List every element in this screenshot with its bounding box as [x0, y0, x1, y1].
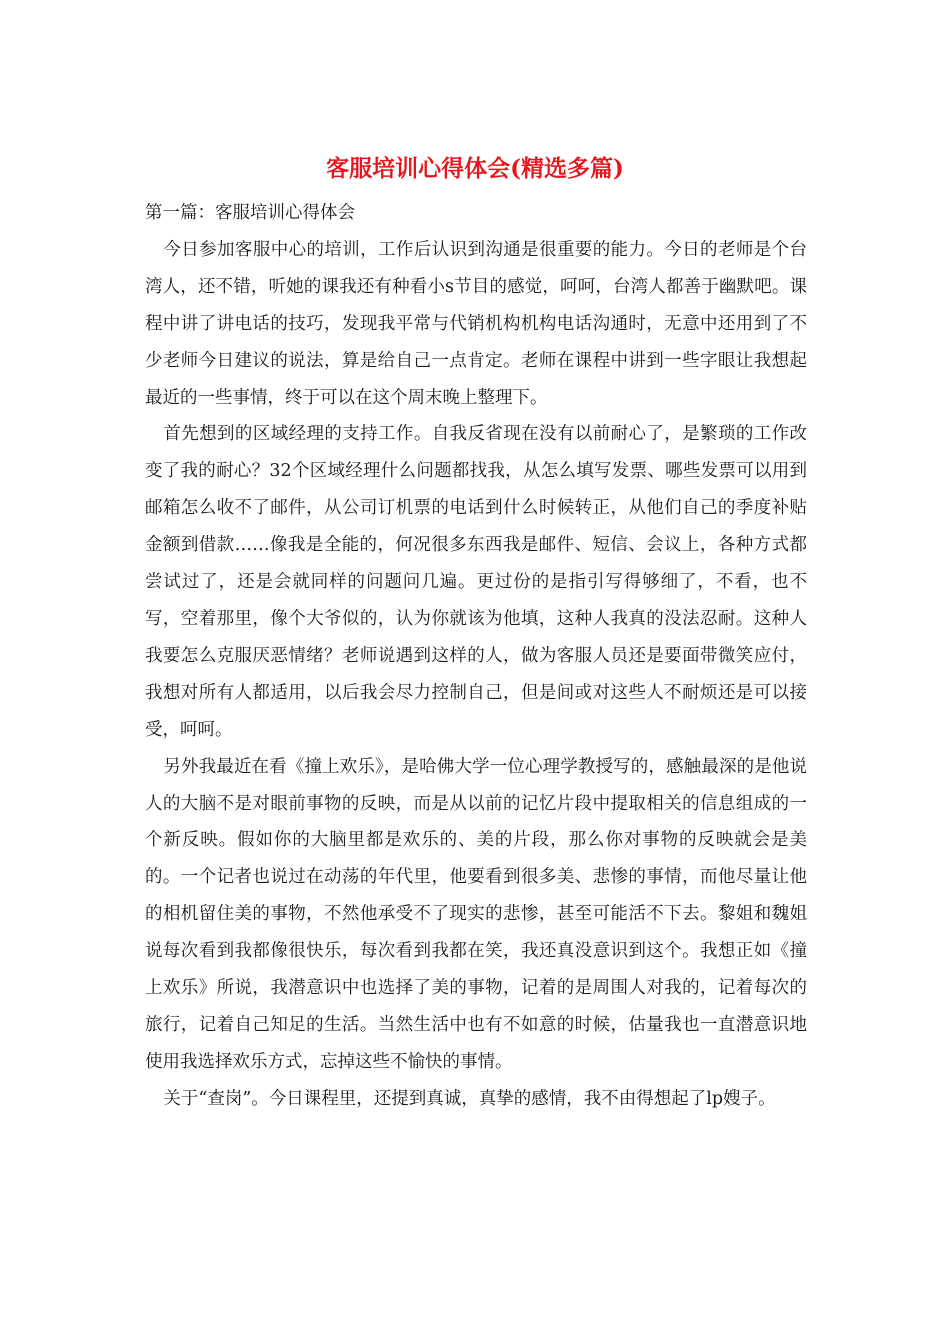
paragraph-4: 关于“查岗”。今日课程里，还提到真诚，真挚的感情，我不由得想起了lp嫂子。 [163, 1088, 776, 1109]
paragraph-1: 今日参加客服中心的培训，工作后认识到沟通是很重要的能力。今日的老师是个台湾人，还不错，听她的课我还有种看小s节目的感觉，呵呵，台湾人都善于幽默吧。课程中讲了讲电话的技巧，发现我平常与代销机构机构电话沟通时，无意中还用到了不少老师今日建议的说法，算是给自己一点肯定。老师在课程中讲到一些字眼让我想起最近的一些事情，终于可以在这个周末晚上整理下。 [145, 239, 807, 408]
section-heading: 第一篇：客服培训心得体会 [145, 203, 355, 223]
paragraph-3: 另外我最近在看《撞上欢乐》，是哈佛大学一位心理学教授写的，感触最深的是他说人的大脑不是对眼前事物的反映，而是从以前的记忆片段中提取相关的信息组成的一个新反映。假如你的大脑里都是欢乐的、美的片段，那么你对事物的反映就会是美的。一个记者也说过在动荡的年代里，他要看到很多美、悲惨的事情，而他尽量让他的相机留住美的事物，不然他承受不了现实的悲惨，甚至可能活不下去。黎姐和魏姐说每次看到我都像很快乐，每次看到我都在笑，我还真没意识到这个。我想正如《撞上欢乐》所说，我潜意识中也选择了美的事物，记着的是周围人对我的，记着每次的旅行，记着自己知足的生活。当然生活中也有不如意的时候，估量我也一直潜意识地使用我选择欢乐方式，忘掉这些不愉快的事情。 [145, 756, 807, 1072]
document-title: 客服培训心得体会(精选多篇) [326, 155, 624, 182]
document-body [145, 195, 807, 1118]
paragraph-2: 首先想到的区域经理的支持工作。自我反省现在没有以前耐心了，是繁琐的工作改变了我的耐心？32个区域经理什么问题都找我，从怎么填写发票、哪些发票可以用到邮箱怎么收不了邮件，从公司订机票的电话到什么时候转正，从他们自己的季度补贴金额到借款……像我是全能的，何况很多东西我是邮件、短信、会议上，各种方式都尝试过了，还是会就同样的问题问几遍。更过份的是指引写得够细了，不看，也不写，空着那里，像个大爷似的，认为你就该为他填，这种人我真的没法忍耐。这种人我要怎么克服厌恶情绪？老师说遇到这样的人，做为客服人员还是要面带微笑应付，我想对所有人都适用，以后我会尽力控制自己，但是间或对这些人不耐烦还是可以接受，呵呵。 [145, 424, 807, 740]
